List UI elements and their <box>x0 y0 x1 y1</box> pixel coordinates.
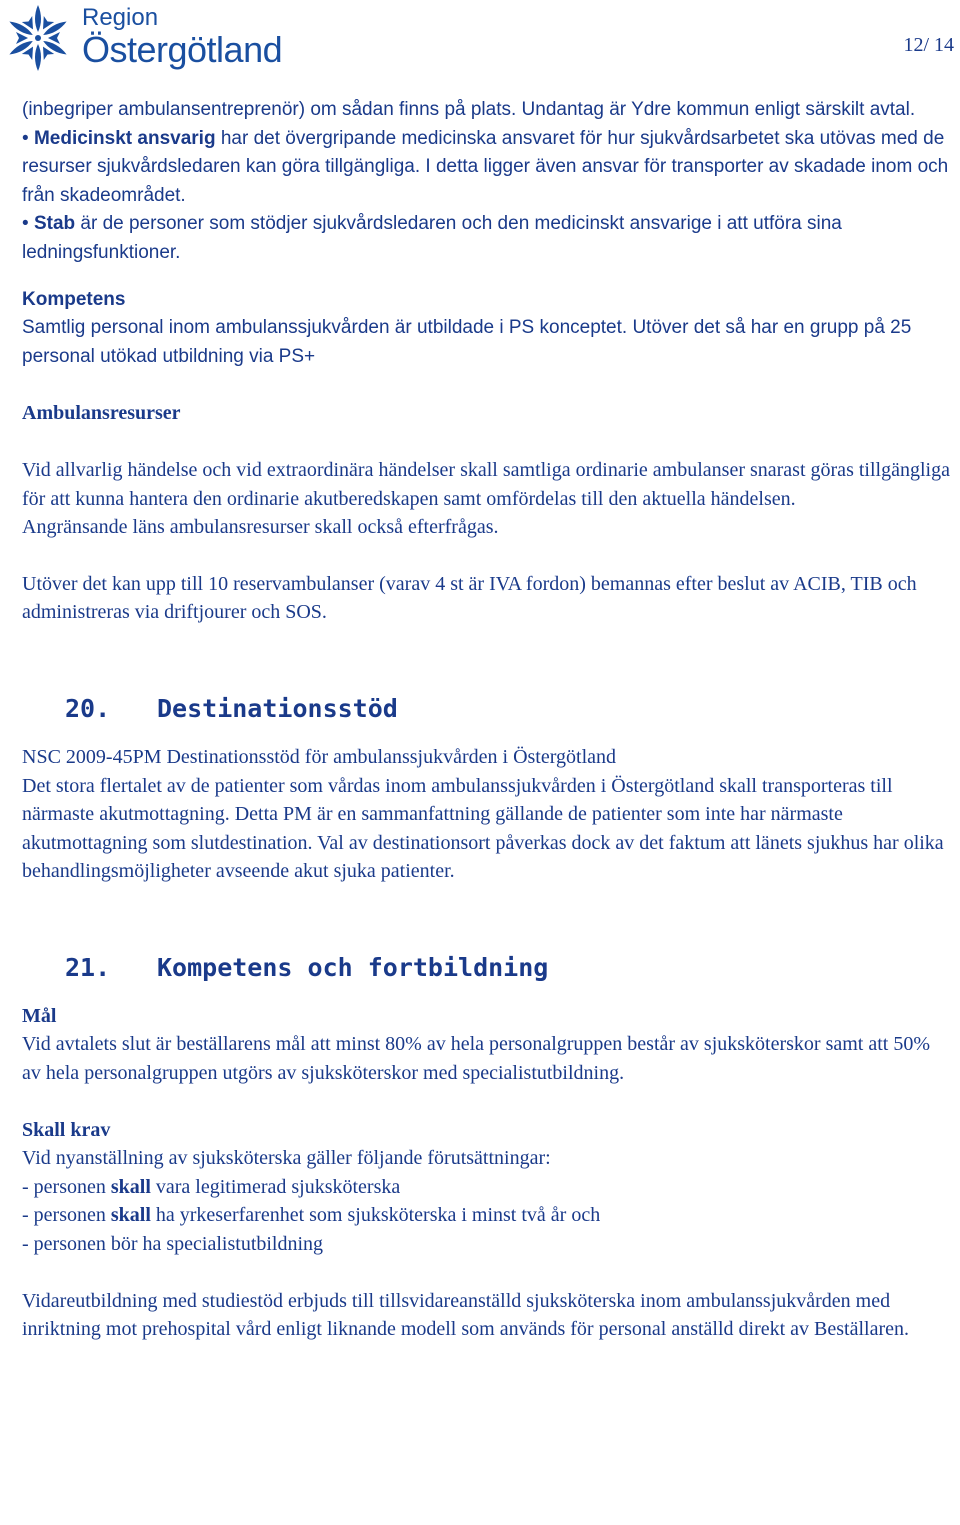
ambulansresurser-heading: Ambulansresurser <box>22 402 181 425</box>
section-heading-21 <box>22 952 952 984</box>
bullet-stab: • Stab är de personer som stödjer sjukvårdsledaren och den medicinskt ansvarige i att utföra sina ledningsfunktioner. <box>22 213 842 263</box>
mal-heading: Mål <box>22 1004 57 1027</box>
ambulansresurser-paragraph: Vid allvarlig händelse och vid extraordinära händelser skall samtliga ordinarie ambulanser snarast göras tillgängliga för att kunna hantera den ordinarie akutberedskapen samt omfördelas till den aktuella händelsen. <box>22 458 950 510</box>
skall-krav-intro: Vid nyanställning av sjuksköterska gäller följande förutsättningar: <box>22 1147 551 1170</box>
section-heading-20 <box>22 693 952 725</box>
destinationsstod-paragraph: Det stora flertalet av de patienter som vårdas inom ambulanssjukvården i Östergötland skall transporteras till närmaste akutmottagning. Detta PM är en sammanfattning gällande de patienter som inte har närmaste akutmottagning som slutdestination. Val av destinationsort påverkas dock av det faktum att länets sjukhus har olika behandlingsmöjligheter avseende akut sjuka patienter. <box>22 774 944 883</box>
region-ostergotland-logo-icon <box>2 2 74 74</box>
kompetens-paragraph: Samtlig personal inom ambulanssjukvården är utbildade i PS konceptet. Utöver det så har en grupp på 25 personal utökad utbildning via PS+ <box>22 317 912 367</box>
destinationsstod-reference: NSC 2009-45PM Destinationsstöd för ambulanssjukvården i Östergötland <box>22 745 617 768</box>
requirement-item: - personen skall ha yrkeserfarenhet som sjuksköterska i minst två år och <box>22 1204 601 1227</box>
skall-krav-heading: Skall krav <box>22 1118 111 1141</box>
section-title: Destinationsstöd <box>157 693 398 723</box>
logo-line-name: Östergötland <box>82 29 283 70</box>
page-header <box>0 0 960 80</box>
intro-paragraph: (inbegriper ambulansentreprenör) om sådan finns på plats. Undantag är Ydre kommun enligt särskilt avtal. <box>22 99 916 120</box>
mal-paragraph: Vid avtalets slut är beställarens mål att minst 80% av hela personalgruppen består av sjuksköterskor samt att 50% av hela personalgruppen utgörs av sjuksköterskor med specialistutbildning. <box>22 1033 931 1085</box>
bullet-text: är de personer som stödjer sjukvårdsledaren och den medicinskt ansvarige i att utföra sina ledningsfunktioner. <box>22 213 842 263</box>
ambulansresurser-paragraph-2: Angränsande läns ambulansresurser skall också efterfrågas. <box>22 516 499 539</box>
section-number: 21. <box>65 952 111 982</box>
section-number: 20. <box>65 693 111 723</box>
logo-line-region: Region <box>82 4 159 31</box>
section-title: Kompetens och fortbildning <box>157 952 549 982</box>
kompetens-heading: Kompetens <box>22 288 126 310</box>
page-number: 12/ 14 <box>903 34 954 56</box>
bullet-term: Medicinskt ansvarig <box>33 127 216 149</box>
document-body <box>22 96 952 1344</box>
bullet-medicinskt-ansvarig: • Medicinskt ansvarig har det övergripande medicinska ansvaret för hur sjukvårdsarbetet ska utövas med de resurser sjukvårdsledaren kan göra tillgängliga. I detta ligger även ansvar för transporter av skadade inom och från skadeområdet. <box>22 127 949 206</box>
bullet-term: Stab <box>33 213 76 235</box>
requirement-item: - personen bör ha specialistutbildning <box>22 1233 324 1256</box>
ambulansresurser-paragraph-3: Utöver det kan upp till 10 reservambulanser (varav 4 st är IVA fordon) bemannas efter beslut av ACIB, TIB och administreras via driftjourer och SOS. <box>22 572 917 624</box>
logo-wordmark <box>82 2 282 68</box>
bullet-text: har det övergripande medicinska ansvaret för hur sjukvårdsarbetet ska utövas med de resurser sjukvårdsledaren kan göra tillgängliga. I detta ligger även ansvar för transporter av skadade inom och från skadeområdet. <box>22 127 949 206</box>
requirement-item: - personen skall vara legitimerad sjuksköterska <box>22 1175 401 1198</box>
vidareutbildning-paragraph: Vidareutbildning med studiestöd erbjuds till tillsvidareanställd sjuksköterska inom ambulanssjukvården med inriktning mot prehospital vård enligt liknande modell som används för personal anställd direkt av Beställaren. <box>22 1289 910 1341</box>
